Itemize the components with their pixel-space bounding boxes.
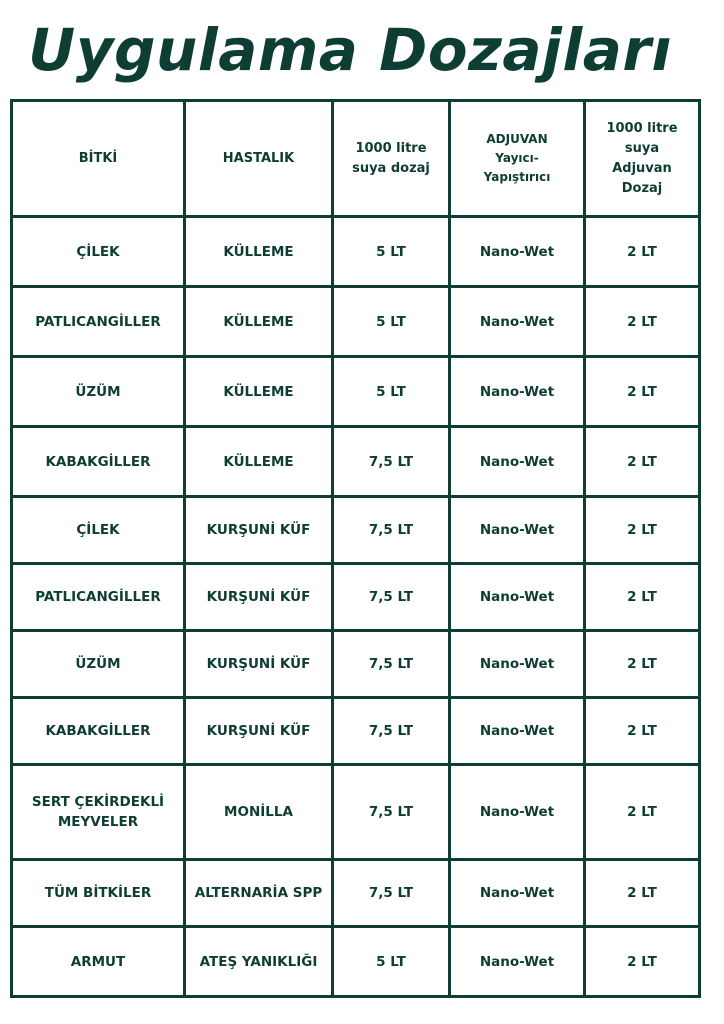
header-adjuvant: [450, 101, 585, 217]
cell-adjuvant-dose: 2 LT: [585, 497, 700, 564]
cell-dose: 7,5 LT: [333, 564, 450, 631]
cell-plant-line: SERT ÇEKİRDEKLİ: [31, 794, 165, 810]
table-row: [12, 357, 700, 427]
cell-plant: KABAKGİLLER: [12, 698, 185, 765]
cell-dose: 5 LT: [333, 287, 450, 357]
table-row: [12, 497, 700, 564]
cell-adjuvant: Nano-Wet: [450, 497, 585, 564]
cell-dose: 7,5 LT: [333, 427, 450, 497]
cell-adjuvant-dose: 2 LT: [585, 927, 700, 997]
cell-plant: KABAKGİLLER: [12, 427, 185, 497]
cell-dose: 7,5 LT: [333, 765, 450, 860]
cell-adjuvant: Nano-Wet: [450, 765, 585, 860]
cell-plant: ÇİLEK: [12, 217, 185, 287]
dosage-table: [10, 99, 701, 998]
cell-dose: 5 LT: [333, 927, 450, 997]
cell-adjuvant: Nano-Wet: [450, 564, 585, 631]
table-row: [12, 427, 700, 497]
cell-disease: KÜLLEME: [185, 427, 333, 497]
cell-plant: ÜZÜM: [12, 357, 185, 427]
table-row: [12, 631, 700, 698]
cell-dose: 7,5 LT: [333, 631, 450, 698]
cell-adjuvant-dose: 2 LT: [585, 698, 700, 765]
cell-disease: KURŞUNİ KÜF: [185, 564, 333, 631]
cell-plant: PATLICANGİLLER: [12, 287, 185, 357]
cell-plant: ÜZÜM: [12, 631, 185, 698]
cell-plant: TÜM BİTKİLER: [12, 860, 185, 927]
header-adjuvant-line: Yapıştırıcı: [483, 170, 551, 184]
cell-disease: MONİLLA: [185, 765, 333, 860]
cell-adjuvant-dose: 2 LT: [585, 287, 700, 357]
header-disease: HASTALIK: [185, 101, 333, 217]
header-dose: [333, 101, 450, 217]
header-adjuvant-dose-line: Adjuvan: [612, 160, 672, 176]
cell-disease: KÜLLEME: [185, 357, 333, 427]
cell-adjuvant: Nano-Wet: [450, 217, 585, 287]
header-dose-line: suya dozaj: [352, 160, 430, 176]
cell-adjuvant-dose: 2 LT: [585, 564, 700, 631]
cell-adjuvant-dose: 2 LT: [585, 765, 700, 860]
header-adjuvant-dose-line: 1000 litre: [606, 120, 678, 136]
header-adjuvant-dose-line: suya: [624, 140, 660, 156]
table-row: [12, 765, 700, 860]
page-title: Uygulama Dozajları: [28, 16, 672, 84]
cell-dose: 7,5 LT: [333, 860, 450, 927]
header-adjuvant-line: Yayıcı-: [495, 151, 539, 165]
cell-disease: ALTERNARİA SPP: [185, 860, 333, 927]
cell-plant: [12, 765, 185, 860]
cell-dose: 5 LT: [333, 217, 450, 287]
cell-adjuvant: Nano-Wet: [450, 287, 585, 357]
cell-adjuvant-dose: 2 LT: [585, 631, 700, 698]
header-plant: BİTKİ: [12, 101, 185, 217]
cell-adjuvant-dose: 2 LT: [585, 427, 700, 497]
cell-adjuvant: Nano-Wet: [450, 698, 585, 765]
header-adjuvant-line: ADJUVAN: [486, 132, 548, 146]
header-dose-line: 1000 litre: [355, 140, 427, 156]
cell-disease: KURŞUNİ KÜF: [185, 698, 333, 765]
cell-disease: KÜLLEME: [185, 287, 333, 357]
cell-plant: ÇİLEK: [12, 497, 185, 564]
cell-adjuvant: Nano-Wet: [450, 427, 585, 497]
cell-plant-line: MEYVELER: [57, 814, 139, 830]
cell-adjuvant: Nano-Wet: [450, 357, 585, 427]
table-row: [12, 927, 700, 997]
cell-adjuvant-dose: 2 LT: [585, 217, 700, 287]
cell-adjuvant: Nano-Wet: [450, 860, 585, 927]
table-row: [12, 217, 700, 287]
cell-adjuvant-dose: 2 LT: [585, 357, 700, 427]
cell-dose: 5 LT: [333, 357, 450, 427]
cell-disease: KÜLLEME: [185, 217, 333, 287]
cell-adjuvant: Nano-Wet: [450, 631, 585, 698]
table-row: [12, 564, 700, 631]
table-header-row: [12, 101, 700, 217]
table-row: [12, 287, 700, 357]
cell-plant: ARMUT: [12, 927, 185, 997]
cell-adjuvant-dose: 2 LT: [585, 860, 700, 927]
header-adjuvant-dose-line: Dozaj: [621, 180, 663, 196]
cell-dose: 7,5 LT: [333, 698, 450, 765]
cell-disease: KURŞUNİ KÜF: [185, 497, 333, 564]
table-row: [12, 698, 700, 765]
cell-disease: KURŞUNİ KÜF: [185, 631, 333, 698]
header-adjuvant-dose: [585, 101, 700, 217]
table-row: [12, 860, 700, 927]
cell-adjuvant: Nano-Wet: [450, 927, 585, 997]
cell-disease: ATEŞ YANIKLIĞI: [185, 927, 333, 997]
cell-dose: 7,5 LT: [333, 497, 450, 564]
cell-plant: PATLICANGİLLER: [12, 564, 185, 631]
